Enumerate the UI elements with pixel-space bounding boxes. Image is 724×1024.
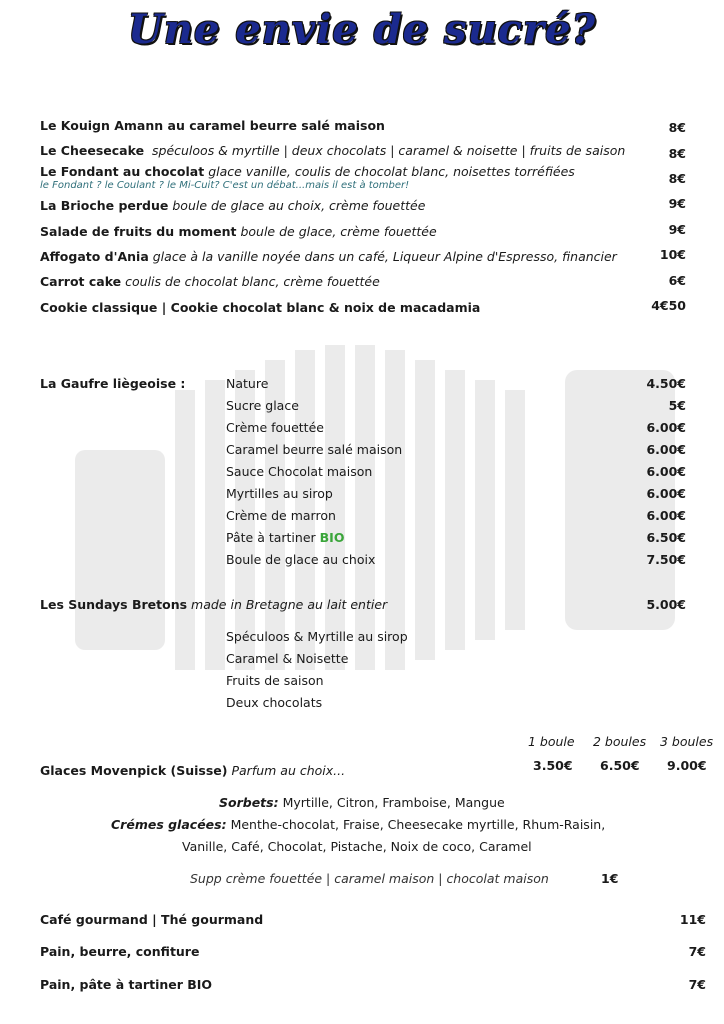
gaufre-option-name xyxy=(226,530,344,545)
glaces-price-1: 3.50€ xyxy=(533,758,573,773)
dessert-4-price: 9€ xyxy=(668,196,686,211)
gaufre-option-name: Sucre glace xyxy=(226,398,299,413)
dessert-4-name: La Brioche perdue xyxy=(40,198,169,213)
glaces-label: Glaces Movenpick (Suisse) xyxy=(40,763,228,778)
dessert-6-price: 10€ xyxy=(659,247,686,262)
gaufre-option-price: 5€ xyxy=(668,398,686,413)
glaces-heading xyxy=(40,763,345,778)
gaufre-option-name: Sauce Chocolat maison xyxy=(226,464,373,479)
gaufre-option-name: Nature xyxy=(226,376,269,391)
extra-3-price: 7€ xyxy=(688,977,706,992)
dessert-6-name: Affogato d'Ania xyxy=(40,249,149,264)
gaufre-option-price: 7.50€ xyxy=(646,552,686,567)
gaufre-option-price: 4.50€ xyxy=(646,376,686,391)
sundays-price: 5.00€ xyxy=(646,597,686,612)
gaufre-option-name: Myrtilles au sirop xyxy=(226,486,333,501)
dessert-6 xyxy=(40,249,617,264)
sundays-option: Deux chocolats xyxy=(226,695,323,710)
bio-label: BIO xyxy=(319,530,345,545)
gaufre-label: La Gaufre liègeoise : xyxy=(40,376,186,391)
gaufre-option-price: 6.00€ xyxy=(646,420,686,435)
dessert-8-price: 4€50 xyxy=(651,298,686,313)
dessert-7-price: 6€ xyxy=(668,273,686,288)
extra-2-name: Pain, beurre, confiture xyxy=(40,944,200,959)
gaufre-option-text: Pâte à tartiner xyxy=(226,530,316,545)
dessert-1-name: Le Kouign Amann au caramel beurre salé maison xyxy=(40,118,385,133)
glaces-desc: Parfum au choix... xyxy=(231,763,346,778)
extra-3-name: Pain, pâte à tartiner BIO xyxy=(40,977,213,992)
dessert-1-price: 8€ xyxy=(668,120,686,135)
sorbets-line xyxy=(219,795,505,810)
sundays-option: Spéculoos & Myrtille au sirop xyxy=(226,629,408,644)
gaufre-option-name: Boule de glace au choix xyxy=(226,552,376,567)
dessert-3-desc: glace vanille, coulis de chocolat blanc, noisettes torréfiées xyxy=(208,164,575,179)
gaufre-option-name: Caramel beurre salé maison xyxy=(226,442,403,457)
sundays-heading xyxy=(40,597,387,612)
dessert-2-name: Le Cheesecake xyxy=(40,143,145,158)
cremes-list-2: Vanille, Café, Chocolat, Pistache, Noix de coco, Caramel xyxy=(182,839,532,854)
dessert-2-price: 8€ xyxy=(668,146,686,161)
dessert-2 xyxy=(40,143,625,158)
cremes-list-1: Menthe-chocolat, Fraise, Cheesecake myrtille, Rhum-Raisin, xyxy=(230,817,606,832)
sorbets-label: Sorbets: xyxy=(219,795,279,810)
dessert-7 xyxy=(40,274,380,289)
dessert-7-name: Carrot cake xyxy=(40,274,122,289)
sorbets-list: Myrtille, Citron, Framboise, Mangue xyxy=(282,795,505,810)
glaces-price-2: 6.50€ xyxy=(600,758,640,773)
sundays-desc: made in Bretagne au lait entier xyxy=(191,597,388,612)
dessert-8-name: Cookie classique | Cookie chocolat blanc & noix de macadamia xyxy=(40,300,481,315)
supp-text: Supp crème fouettée | caramel maison | chocolat maison xyxy=(190,871,549,886)
dessert-6-desc: glace à la vanille noyée dans un café, Liqueur Alpine d'Espresso, financier xyxy=(152,249,617,264)
extra-1-price: 11€ xyxy=(679,912,706,927)
sundays-option: Caramel & Noisette xyxy=(226,651,349,666)
gaufre-option-price: 6.00€ xyxy=(646,464,686,479)
extra-1-name: Café gourmand | Thé gourmand xyxy=(40,912,264,927)
dessert-3-name: Le Fondant au chocolat xyxy=(40,164,205,179)
glaces-header-1: 1 boule xyxy=(528,734,575,749)
dessert-4-desc: boule de glace au choix, crème fouettée xyxy=(172,198,426,213)
extra-2-price: 7€ xyxy=(688,944,706,959)
cremes-line-1 xyxy=(111,817,605,832)
dessert-3-price: 8€ xyxy=(668,171,686,186)
dessert-3 xyxy=(40,164,575,179)
gaufre-option-price: 6.50€ xyxy=(646,530,686,545)
dessert-2-desc: spéculoos & myrtille | deux chocolats | caramel & noisette | fruits de saison xyxy=(152,143,626,158)
gaufre-option-price: 6.00€ xyxy=(646,442,686,457)
sundays-option: Fruits de saison xyxy=(226,673,324,688)
sundays-label: Les Sundays Bretons xyxy=(40,597,188,612)
dessert-5-name: Salade de fruits du moment xyxy=(40,224,237,239)
gaufre-option-name: Crème de marron xyxy=(226,508,336,523)
gaufre-option-name: Crème fouettée xyxy=(226,420,324,435)
glaces-header-3: 3 boules xyxy=(660,734,714,749)
glaces-price-3: 9.00€ xyxy=(667,758,707,773)
dessert-5 xyxy=(40,224,437,239)
dessert-7-desc: coulis de chocolat blanc, crème fouettée xyxy=(125,274,380,289)
gaufre-option-price: 6.00€ xyxy=(646,486,686,501)
dessert-5-desc: boule de glace, crème fouettée xyxy=(240,224,437,239)
dessert-4 xyxy=(40,198,425,213)
supp-price: 1€ xyxy=(601,871,619,886)
page-title: Une envie de sucré? xyxy=(128,6,596,53)
dessert-3-note: le Fondant ? le Coulant ? le Mi-Cuit? C'est un débat...mais il est à tomber! xyxy=(40,180,410,191)
gaufre-option-price: 6.00€ xyxy=(646,508,686,523)
glaces-header-2: 2 boules xyxy=(593,734,647,749)
dessert-5-price: 9€ xyxy=(668,222,686,237)
cremes-label: Crémes glacées: xyxy=(111,817,227,832)
